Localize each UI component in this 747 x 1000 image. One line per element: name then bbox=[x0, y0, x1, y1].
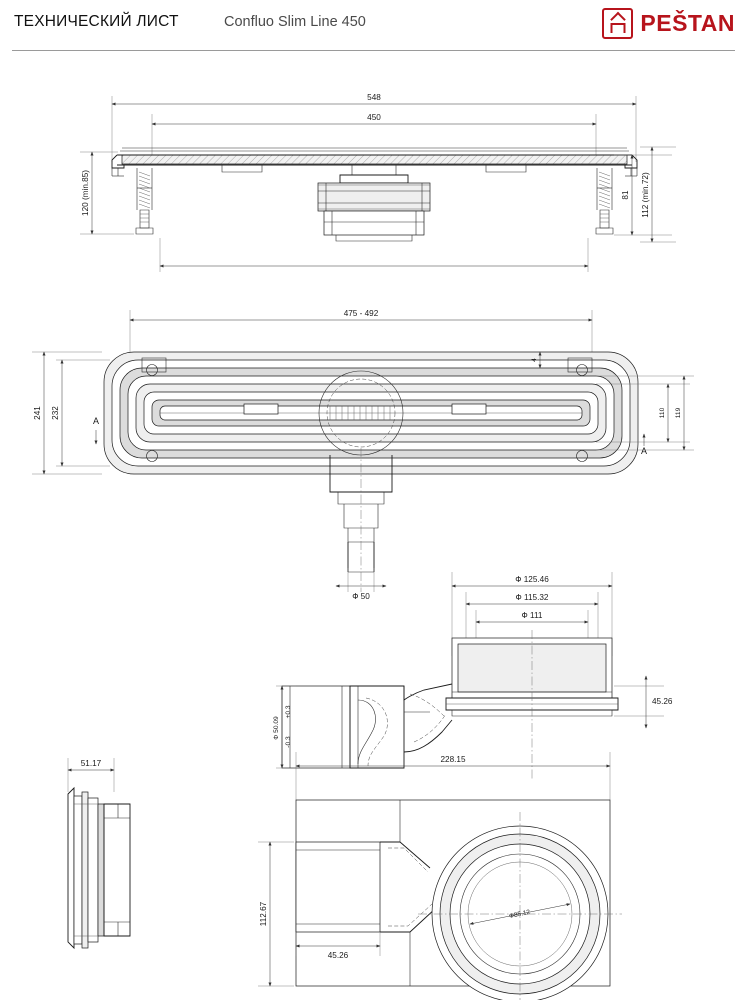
side-end-view bbox=[68, 758, 130, 948]
dim-bottom-offset: 45.26 bbox=[327, 951, 349, 960]
dim-outlet-height-45: 45.26 bbox=[652, 697, 673, 706]
dim-overall-width: 241 bbox=[33, 406, 42, 420]
brand-logo bbox=[602, 8, 735, 39]
left-adjustable-foot bbox=[136, 168, 153, 234]
dim-outlet-diameter: Ф 50 bbox=[352, 592, 370, 601]
front-section-view bbox=[80, 93, 676, 272]
dim-adjustable-length: 475 - 492 bbox=[343, 309, 379, 318]
page-header bbox=[0, 0, 747, 52]
dim-flange-inner: Ф 111 bbox=[521, 611, 543, 620]
house-logo-icon bbox=[602, 8, 633, 39]
dim-pipe-diameter: Ф 50.09 bbox=[273, 716, 280, 740]
dim-outlet-height: 112 (min.72) bbox=[641, 172, 650, 218]
section-mark-right: A bbox=[640, 446, 648, 456]
dim-bottom-height: 112.67 bbox=[259, 901, 268, 927]
svg-text:4: 4 bbox=[531, 358, 538, 362]
bottom-plan-view bbox=[258, 752, 622, 1000]
header-divider bbox=[12, 50, 735, 51]
brand-name: PEŠTAN bbox=[640, 10, 735, 36]
dim-overall-length: 548 bbox=[367, 93, 381, 102]
outlet-section-view bbox=[273, 572, 673, 780]
right-adjustable-foot bbox=[596, 168, 613, 234]
product-title: Confluo Slim Line 450 bbox=[224, 14, 366, 30]
dim-side-width: 51.17 bbox=[80, 759, 102, 768]
dim-height-min: 120 (min.85) bbox=[81, 170, 90, 216]
dim-flange-outer: Ф 125.46 bbox=[515, 575, 549, 584]
technical-drawing bbox=[0, 52, 747, 1000]
top-plan-view bbox=[32, 309, 694, 601]
document-title: ТЕХНИЧЕСКИЙ ЛИСТ bbox=[14, 13, 179, 30]
svg-text:+0.3: +0.3 bbox=[285, 705, 292, 719]
dim-inner-width: 232 bbox=[51, 406, 60, 420]
dim-grate-width-2: 119 bbox=[675, 407, 682, 419]
dim-grate-width-1: 110 bbox=[659, 407, 666, 419]
dim-bottom-length: 228.15 bbox=[440, 755, 466, 764]
dim-bowl-diameter: Ф85.12 bbox=[508, 908, 531, 921]
center-outlet-body bbox=[318, 165, 430, 241]
dim-flange-mid: Ф 115.32 bbox=[515, 593, 549, 602]
dim-grate-length: 450 bbox=[367, 113, 381, 122]
svg-text:-0.3: -0.3 bbox=[285, 736, 292, 748]
dim-body-height: 81 bbox=[621, 190, 630, 200]
section-mark-left: A bbox=[92, 416, 100, 426]
